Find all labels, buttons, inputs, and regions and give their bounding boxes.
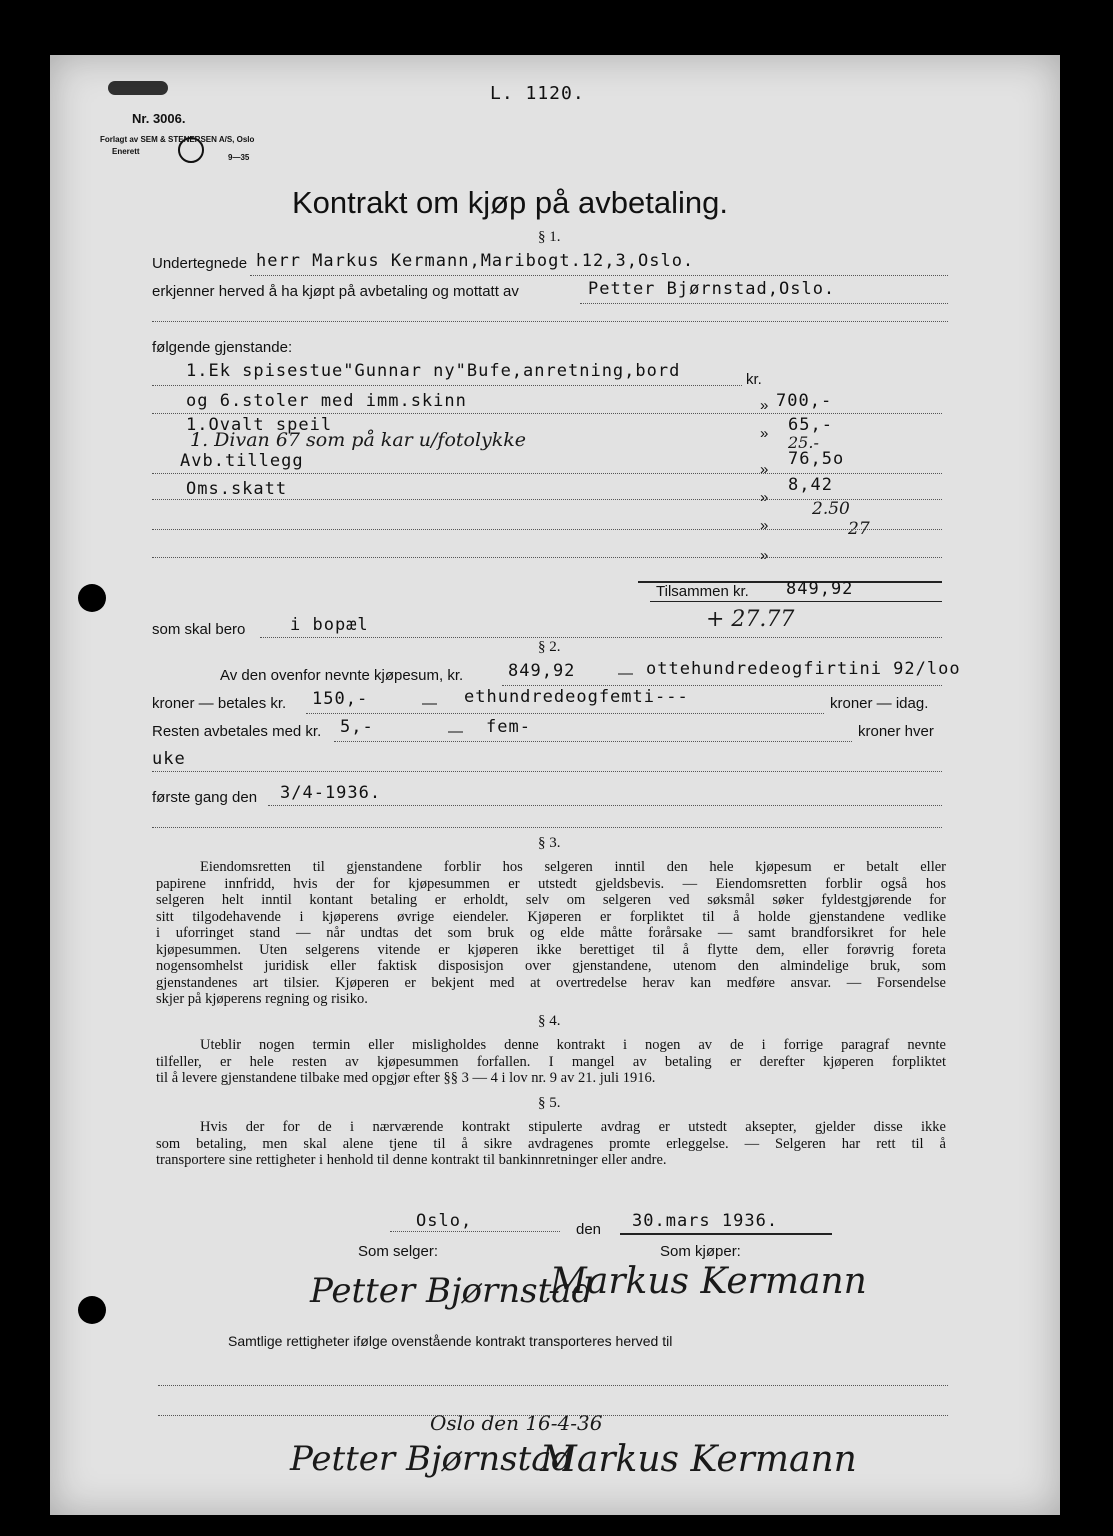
- total-label: Tilsammen kr.: [656, 583, 749, 600]
- handwritten-amount: 2.50: [812, 499, 850, 519]
- transfer-buyer-signature: Markus Kermann: [540, 1439, 857, 1480]
- item-line-5: Oms.skatt: [186, 479, 288, 499]
- section-2-mark: § 2.: [538, 639, 561, 655]
- dash: —: [448, 723, 463, 740]
- item-line-2: og 6.stoler med imm.skinn: [186, 391, 467, 411]
- first-payment-date: 3/4-1936.: [280, 783, 382, 803]
- kroner-pay-label: kroner — betales kr.: [152, 695, 287, 712]
- text-line: som betaling, men skal alene tjene til å sikre avdragenes promte erleggelse. — Selgeren har rett til å: [156, 1135, 946, 1152]
- acknowledge-label: erkjenner herved å ha kjøpt på avbetaling og mottatt av: [152, 283, 519, 300]
- price-in-words: ottehundredeogfirtini 92/loo: [646, 659, 961, 679]
- text-line: Hvis der for de i nærværende kontrakt stipulerte avdrag er utstedt aksepter, gjelder disse ikke: [200, 1119, 946, 1135]
- ditto-mark: »: [760, 489, 769, 506]
- transfer-seller-signature: Petter Bjørnstad: [290, 1439, 574, 1479]
- item-amount-2: 700,-: [776, 391, 833, 411]
- date-label: den: [576, 1221, 602, 1238]
- text-line: Uteblir nogen termin eller misligholdes denne kontrakt i nogen av de i forrige paragraf nevnte: [200, 1037, 946, 1053]
- dotted-line: [260, 637, 942, 638]
- dotted-line: [152, 321, 948, 322]
- installment-amount: 5,-: [340, 717, 374, 737]
- dotted-line: [502, 685, 942, 686]
- location-label: som skal bero: [152, 621, 246, 638]
- text-line: papirene innfridd, hvis der for kjøpesummen er utstedt gjeldsbevis. — Eiendomsretten forblir også hos: [156, 875, 946, 892]
- text-line: kjøpesummen. Uten selgerens vitende er kjøperen ikke berettiget til å flytte dem, eller forøvrig foreta: [156, 941, 946, 958]
- item-line-4: Avb.tillegg: [180, 451, 304, 471]
- binder-hole: [78, 584, 106, 612]
- section-1-mark: § 1.: [538, 229, 561, 245]
- item-line-3: 1.Ovalt speil: [186, 415, 333, 435]
- ditto-mark: »: [760, 397, 769, 414]
- item-line-1: 1.Ek spisestue"Gunnar ny"Bufe,anretning,bord: [186, 361, 681, 381]
- transfer-text: Samtlige rettigheter ifølge ovenstående kontrakt transporteres herved til: [228, 1333, 673, 1349]
- price-label: Av den ovenfor nevnte kjøpesum, kr.: [220, 667, 464, 684]
- total-rule: [650, 601, 942, 602]
- section-5-text: [156, 1119, 946, 1169]
- location-value: i bopæl: [290, 615, 369, 635]
- binder-hole: [78, 1296, 106, 1324]
- dotted-line: [152, 385, 742, 386]
- dotted-line: [152, 771, 942, 772]
- dotted-line: [158, 1385, 948, 1386]
- section-3-mark: § 3.: [538, 835, 561, 851]
- installment-words: fem-: [486, 717, 531, 737]
- handwritten-amount: 27: [848, 519, 870, 539]
- ditto-mark: »: [760, 517, 769, 534]
- buyer-label: Som kjøper:: [660, 1243, 741, 1260]
- document-title: Kontrakt om kjøp på avbetaling.: [292, 185, 728, 220]
- handwritten-amount: 25.-: [788, 433, 819, 452]
- buyer-signature: Markus Kermann: [550, 1261, 867, 1302]
- text-line: i uforringet stand — når undtas det som bruk og elde måtte forårsake — samt brandforsikret for hele: [156, 925, 946, 941]
- text-line: transportere sine rettigheter i henhold til denne kontrakt til bankinnretninger eller andre.: [156, 1152, 667, 1168]
- rest-label: Resten avbetales med kr.: [152, 723, 322, 740]
- dotted-line: [152, 827, 942, 828]
- section-4-mark: § 4.: [538, 1013, 561, 1029]
- item-amount-3: 65,-: [788, 415, 833, 435]
- price-value: 849,92: [508, 661, 576, 681]
- text-line: skjer på kjøperens regning og risiko.: [156, 991, 368, 1007]
- dotted-line: [152, 413, 942, 414]
- seller-label: Som selger:: [358, 1243, 439, 1260]
- dotted-line: [580, 303, 948, 304]
- date-underline: [620, 1233, 832, 1235]
- rights-label: Enerett: [112, 147, 140, 156]
- dotted-line: [250, 275, 948, 276]
- buyer-name-address: herr Markus Kermann,Maribogt.12,3,Oslo.: [256, 251, 695, 271]
- ditto-mark: »: [760, 547, 769, 564]
- handwritten-item: 1. Divan 67 som på kar u/fotolykke: [190, 429, 527, 451]
- dotted-line: [152, 473, 942, 474]
- text-line: selgeren helt inntil kontant betaling er erholdt, selv om selgeren ved søksmål søker fyldestgjørende for: [156, 892, 946, 908]
- dotted-line: [306, 713, 824, 714]
- dotted-line: [152, 529, 942, 530]
- form-number: Nr. 3006.: [132, 111, 186, 126]
- down-payment-words: ethundredeogfemti---: [464, 687, 689, 707]
- ditto-mark: »: [760, 461, 769, 478]
- text-line: til å levere gjenstandene tilbake med opgjør efter §§ 3 — 4 i lov nr. 9 av 21. juli 1916.: [156, 1070, 656, 1086]
- section-3-text: [156, 859, 946, 1008]
- undersigned-label: Undertegnede: [152, 255, 248, 272]
- publisher-line: Forlagt av SEM & STENERSEN A/S, Oslo: [100, 135, 255, 144]
- text-line: gjenstandenes art tilsier. Kjøperen er bekjent med at overtredelse herav kan medføre ansvar. — Forsendelse: [156, 974, 946, 991]
- transfer-place-date: Oslo den 16-4-36: [430, 1411, 603, 1435]
- dotted-line: [390, 1231, 560, 1232]
- total-amount: 849,92: [786, 579, 854, 599]
- kr-label: kr.: [746, 371, 762, 388]
- section-5-mark: § 5.: [538, 1095, 561, 1111]
- text-line: Eiendomsretten til gjenstandene forblir hos selgeren inntil den hele kjøpesum er betalt eller: [200, 859, 946, 875]
- signing-date: 30.mars 1936.: [632, 1211, 779, 1231]
- item-amount-5: 8,42: [788, 475, 833, 495]
- text-line: tilfeller, er hele resten av kjøpesummen forfallen. I mangel av betaling er derefter kjøperen forpliktet: [156, 1053, 946, 1070]
- dash: —: [618, 665, 633, 682]
- ditto-mark: »: [760, 425, 769, 442]
- text-line: sitt tilgodehavende i kjøperens øvrige eiendeler. Kjøperen er forpliktet til å holde gjenstandene vedlike: [156, 908, 946, 925]
- installment-period: uke: [152, 749, 186, 769]
- dash: —: [422, 695, 437, 712]
- first-payment-label: første gang den: [152, 789, 258, 806]
- dotted-line: [334, 741, 852, 742]
- items-label: følgende gjenstande:: [152, 339, 293, 356]
- edition-label: 9—35: [228, 153, 250, 162]
- seller-signature: Petter Bjørnstad: [310, 1271, 594, 1311]
- ink-blot: [108, 81, 168, 95]
- handwritten-total: + 27.77: [706, 607, 795, 632]
- down-payment: 150,-: [312, 689, 369, 709]
- signing-place: Oslo,: [416, 1211, 473, 1231]
- dotted-line: [268, 805, 942, 806]
- item-amount-4: 76,5o: [788, 449, 845, 469]
- each-label: kroner hver: [858, 723, 934, 740]
- today-label: kroner — idag.: [830, 695, 929, 712]
- text-line: nogensomhelst juridisk eller faktisk disposisjon over gjenstandene, utenom den almindelige bruk, som: [156, 958, 946, 974]
- reference-number: L. 1120.: [490, 83, 585, 104]
- seller-name: Petter Bjørnstad,Oslo.: [588, 279, 836, 299]
- section-4-text: [156, 1037, 946, 1087]
- publisher-logo-icon: [178, 137, 204, 163]
- dotted-line: [152, 557, 942, 558]
- contract-page: [50, 55, 1060, 1515]
